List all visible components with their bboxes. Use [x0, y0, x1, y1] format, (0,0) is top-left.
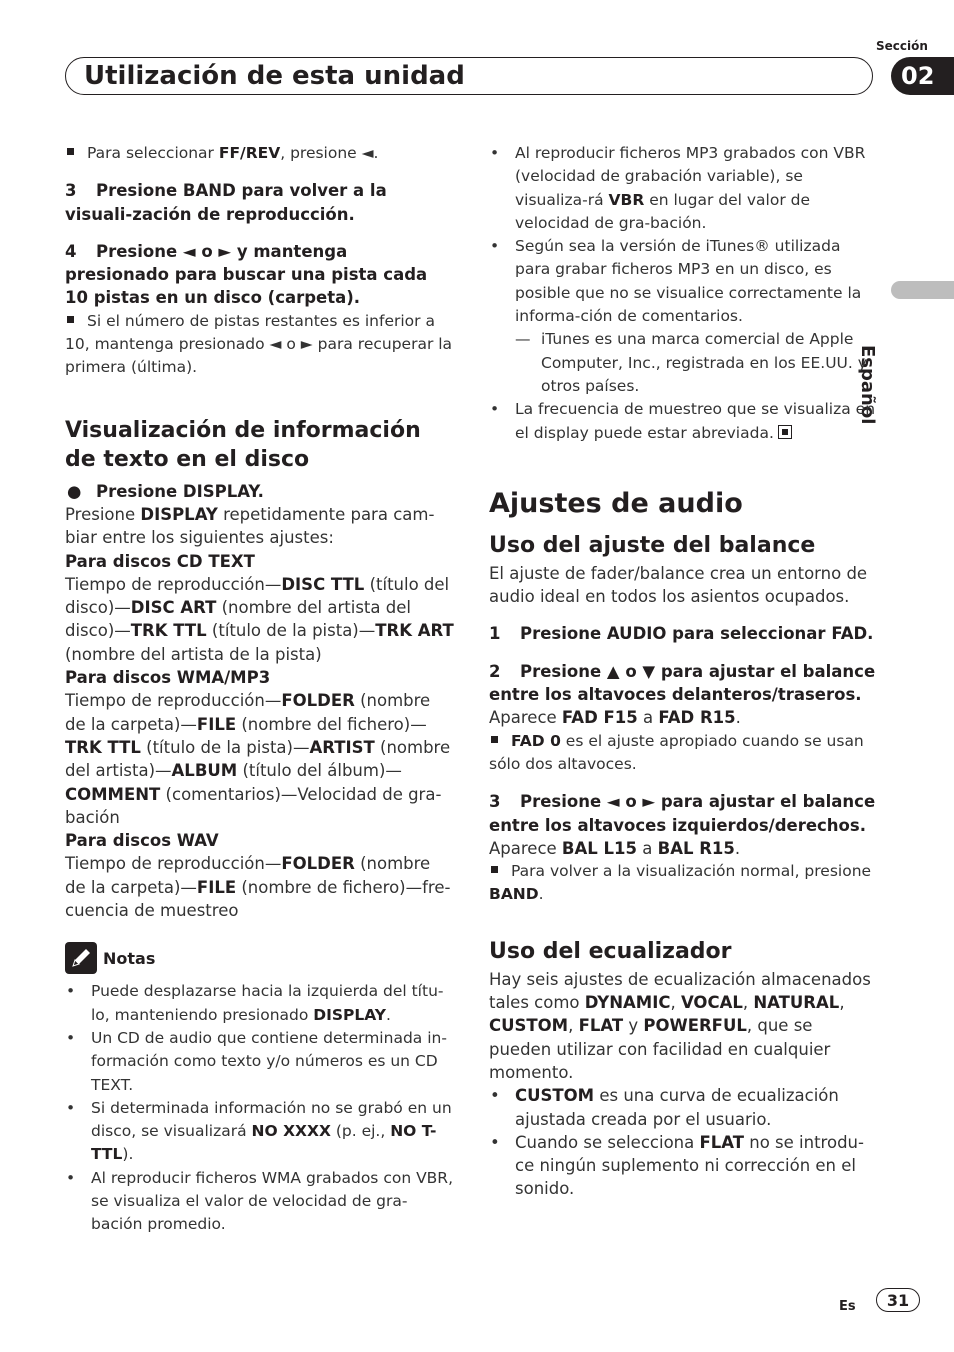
ffrev-note: Para seleccionar FF/REV, presione ◄. [65, 142, 455, 165]
heading-equalizer: Uso del ecualizador [489, 938, 732, 964]
note-item: • Un CD de audio que contiene determinada in-formación como texto y/o números es un CD TEXT. [66, 1028, 447, 1094]
note-item: • Al reproducir ficheros WMA grabados con VBR, se visualiza el valor de velocidad de gra-bación promedio. [66, 1168, 454, 1234]
wav-sequence: Tiempo de reproducción—FOLDER (nombre de la carpeta)—FILE (nombre de fichero)—fre-cuencia de muestreo [65, 854, 451, 921]
square-bullet-icon [491, 866, 498, 873]
language-tab-label: Español [857, 345, 878, 425]
note-item: • Si determinada información no se grabó en un disco, se visualizará NO XXXX (p. ej., NO T-TTL). [66, 1098, 452, 1164]
note-item: • Al reproducir ficheros MP3 grabados con VBR (velocidad de grabación variable), se visualiza-rá VBR en lugar del valor de velocidad de gra-bación. [490, 144, 866, 232]
note-item: • La frecuencia de muestreo que se visualiza en el display puede estar abreviada. [490, 400, 876, 442]
balance-step-1: 1 Presione AUDIO para seleccionar FAD. [489, 624, 874, 644]
heading-audio-settings: Ajustes de audio [489, 487, 743, 519]
square-bullet-icon [67, 148, 74, 155]
step-4-note: Si el número de pistas restantes es inferior a 10, mantenga presionado ◄ o ► para recuperar la primera (última). [65, 311, 453, 377]
step-3: 3 Presione BAND para volver a la visuali-zación de reproducción. [65, 181, 387, 224]
square-bullet-icon [491, 736, 498, 743]
language-tab-marker [891, 281, 954, 299]
bullet-dot-icon: ● [67, 481, 82, 501]
equalizer-bullet: • CUSTOM es una curva de ecualización ajustada creada por el usuario. [490, 1086, 839, 1129]
step-4: 4 Presione ◄ o ► y mantenga presionado para buscar una pista cada 10 pistas en un disco (carpeta). [65, 241, 428, 308]
balance-intro: El ajuste de fader/balance crea un entorno de audio ideal en todos los asientos ocupados. [489, 563, 868, 607]
wma-sequence: Tiempo de reproducción—FOLDER (nombre de la carpeta)—FILE (nombre del fichero)—TRK TTL (título de la pista)—ARTIST (nombre del artista)—ALBUM (título del álbum)—COMMENT (comentarios)—Velocidad de gra-bación [65, 691, 451, 827]
page-title: Utilización de esta unidad [84, 61, 465, 91]
left-column [65, 142, 455, 1237]
end-of-section-icon [778, 425, 792, 439]
page-number: 31 [876, 1288, 920, 1312]
footer-language: Es [839, 1299, 856, 1314]
equalizer-bullet: • Cuando se selecciona FLAT no se introdu-ce ningún suplemento ni corrección en el sonido. [490, 1132, 864, 1199]
wav-heading: Para discos WAV [65, 831, 219, 851]
display-step: ● Presione DISPLAY. [65, 480, 455, 503]
trademark-note: — iTunes es una marca comercial de Apple Computer, Inc., registrada en los EE.UU. y otros países. [515, 330, 867, 395]
balance-step-2-note: FAD 0 es el ajuste apropiado cuando se usan sólo dos altavoces. [489, 731, 864, 773]
cd-text-heading: Para discos CD TEXT [65, 551, 255, 571]
balance-step-2: 2 Presione ▲ o ▼ para ajustar el balance entre los altavoces delanteros/traseros. [489, 661, 876, 705]
note-item: • Puede desplazarse hacia la izquierda del títu-lo, manteniendo presionado DISPLAY. [66, 982, 444, 1024]
notes-header: Notas [65, 942, 455, 974]
balance-step-3-range: Aparece BAL L15 a BAL R15. [489, 838, 741, 858]
section-label: Sección [876, 39, 928, 53]
balance-step-2-range: Aparece FAD F15 a FAD R15. [489, 708, 741, 728]
square-bullet-icon [67, 316, 74, 323]
display-desc: Presione DISPLAY repetidamente para cam-biar entre los siguientes ajustes: [65, 504, 435, 548]
note-item: • Según sea la versión de iTunes® utilizada para grabar ficheros MP3 en un disco, es posible que no se visualice correctamente la informa-ción de comentarios. [490, 237, 862, 326]
balance-step-3: 3 Presione ◄ o ► para ajustar el balance entre los altavoces izquierdos/derechos. [489, 792, 876, 835]
heading-text-info: Visualización de información de texto en el disco [65, 417, 421, 472]
cd-text-sequence: Tiempo de reproducción—DISC TTL (título del disco)—DISC ART (nombre del artista del disco)—TRK TTL (título de la pista)—TRK ART (nombre del artista de la pista) [65, 574, 454, 664]
pencil-note-icon [65, 942, 97, 974]
right-column [489, 142, 879, 1201]
equalizer-intro: Hay seis ajustes de ecualización almacenados tales como DYNAMIC, VOCAL, NATURAL, CUSTOM, FLAT y POWERFUL, que se pueden utilizar con facilidad en cualquier momento. [489, 969, 871, 1082]
balance-step-3-note: Para volver a la visualización normal, presione BAND. [489, 862, 872, 904]
section-number: 02 [891, 57, 954, 95]
wma-heading: Para discos WMA/MP3 [65, 668, 271, 688]
heading-balance: Uso del ajuste del balance [489, 532, 816, 558]
